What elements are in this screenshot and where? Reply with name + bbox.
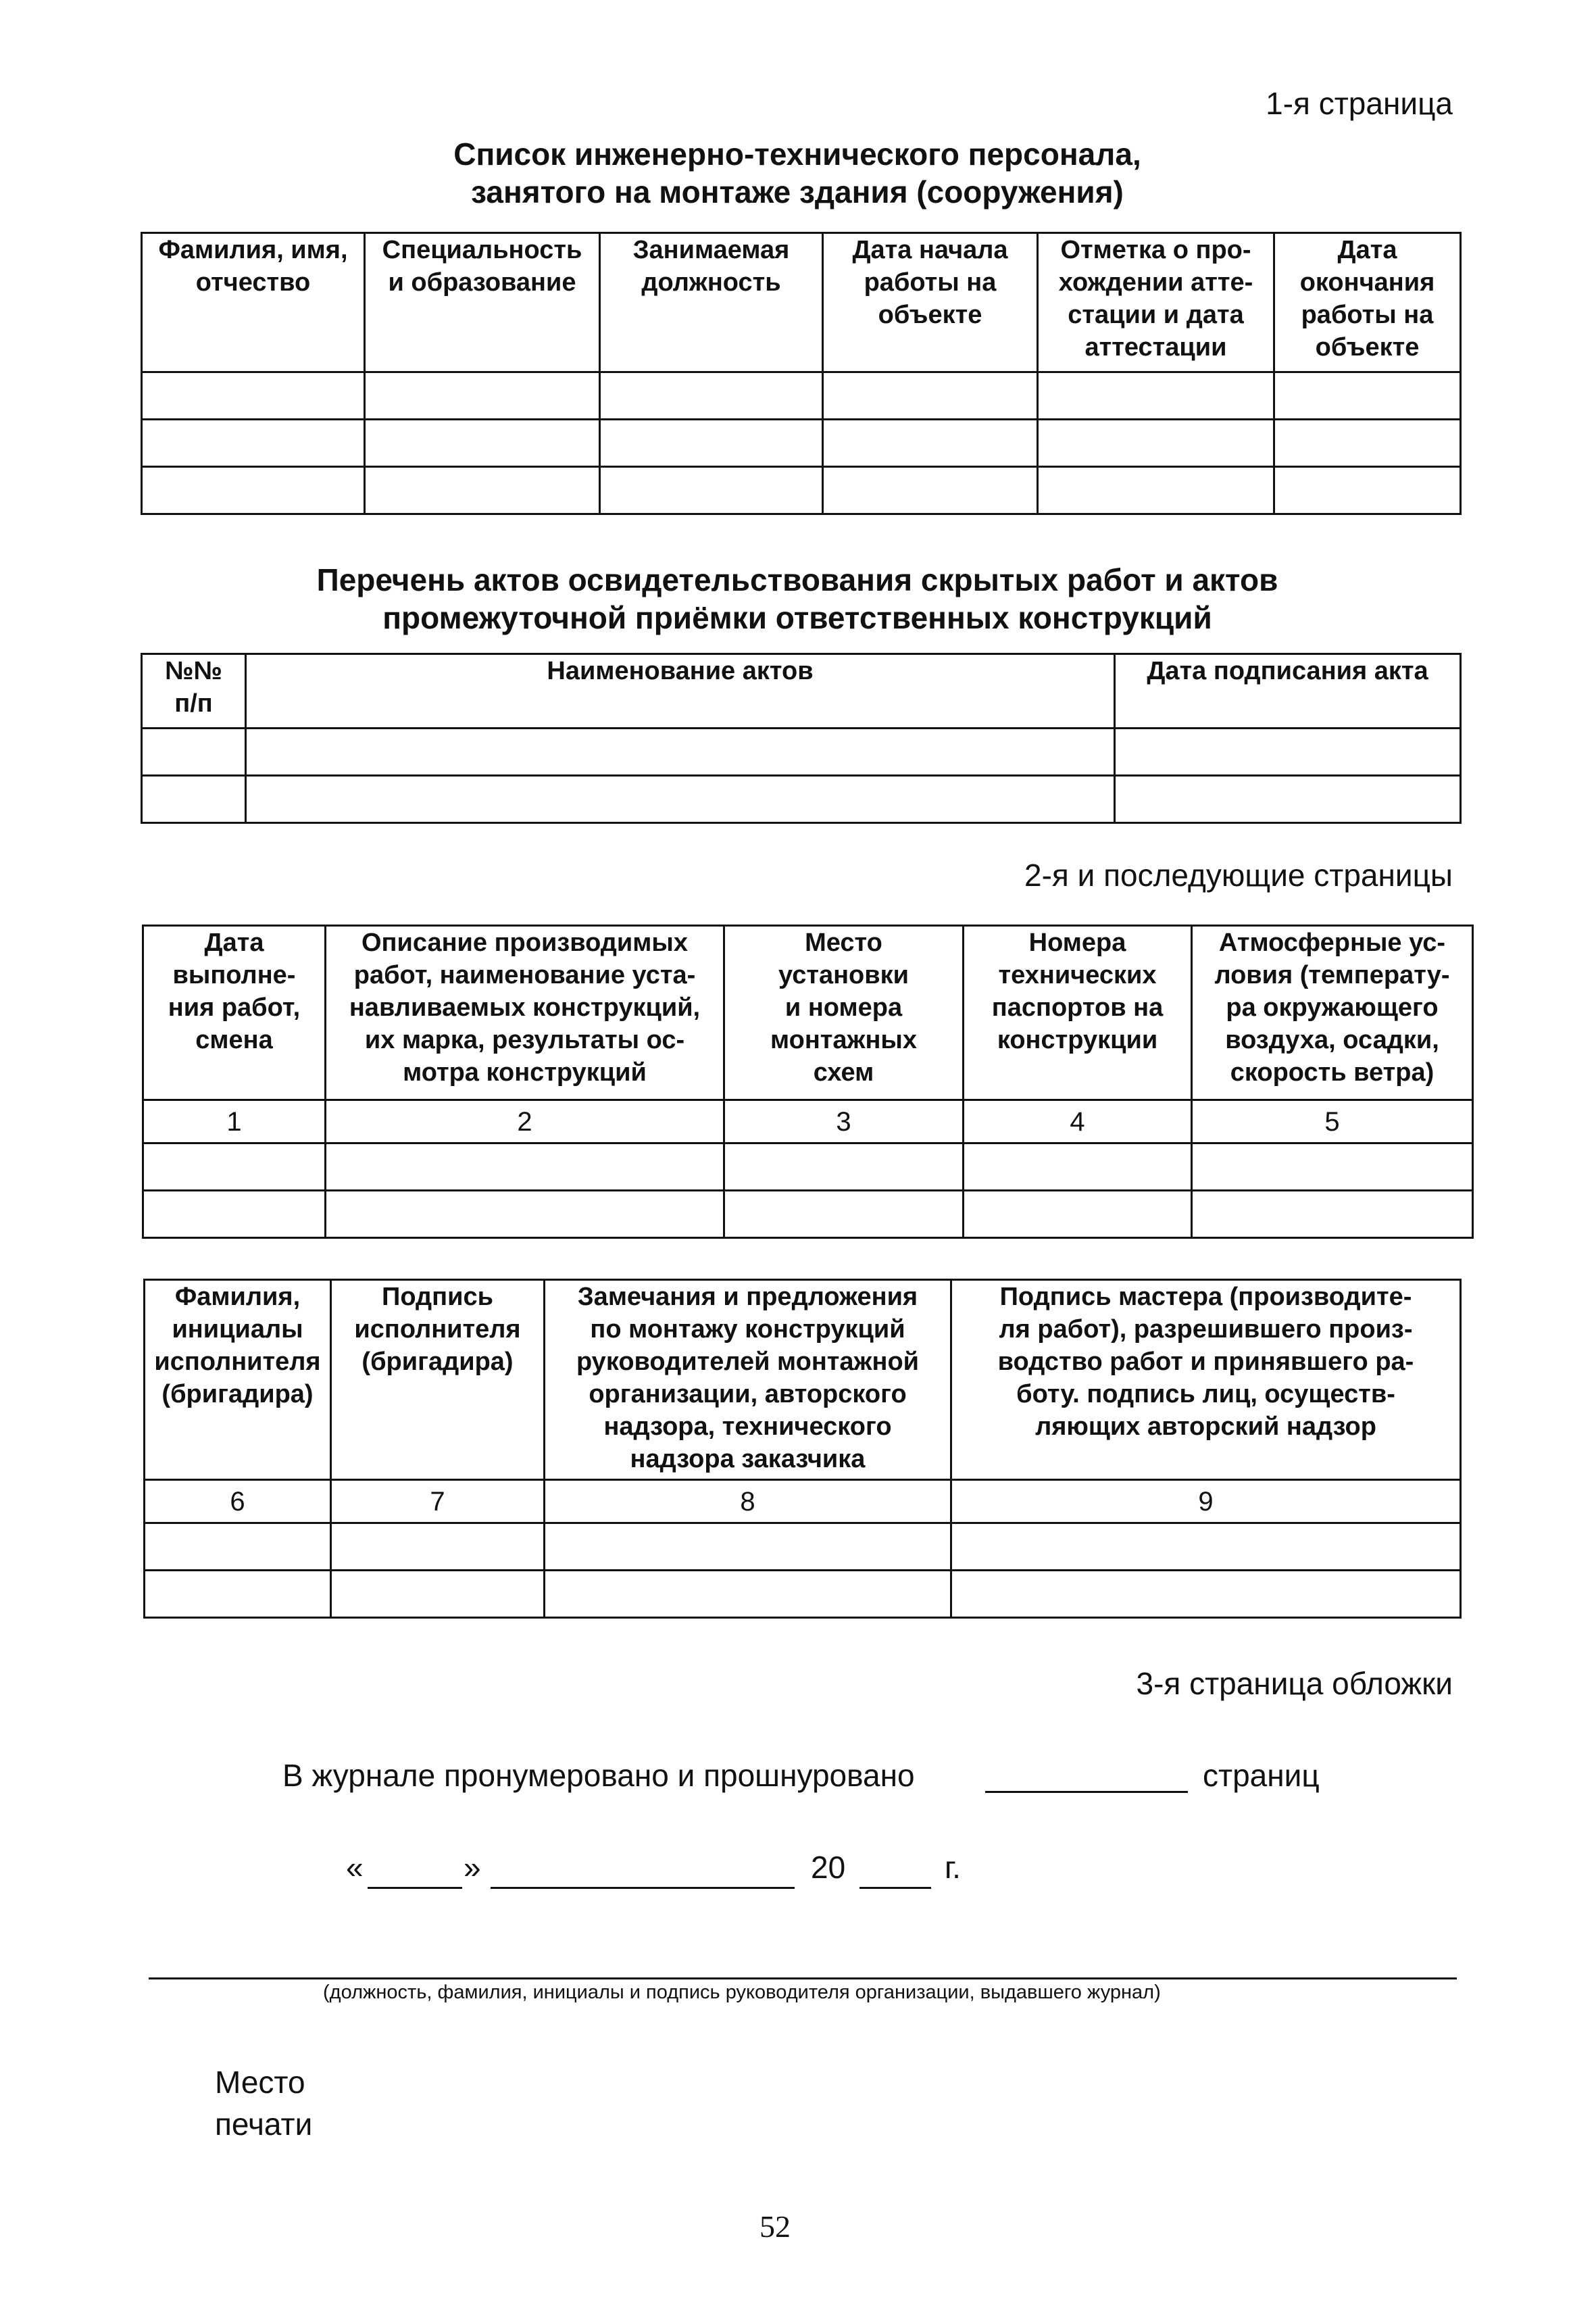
title-line: Список инженерно-технического персонала, <box>453 137 1141 172</box>
col-header-performer-name: Фамилия, инициалы исполнителя (бригадира) <box>145 1280 331 1480</box>
col-header-work-date: Дата выполне- ния работ, смена <box>143 926 326 1100</box>
numbered-statement: В журнале пронумеровано и прошнуровано <box>282 1758 915 1793</box>
col-header-remarks: Замечания и предложения по монтажу конструкций руководителей монтажной организации, авторского надзора, технического надзора заказчика <box>545 1280 951 1480</box>
column-number-row <box>145 1480 1461 1523</box>
personnel-list-title <box>176 135 1419 211</box>
col-header-sign-date: Дата подписания акта <box>1115 654 1461 729</box>
month-field[interactable] <box>491 1887 795 1889</box>
table-row <box>143 1143 1473 1191</box>
col-header-number: №№ п/п <box>142 654 246 729</box>
column-number: 5 <box>1192 1100 1473 1143</box>
table-row <box>142 776 1461 823</box>
quote-open: « <box>346 1850 364 1885</box>
signatures-table <box>143 1279 1462 1619</box>
page-number: 52 <box>759 2209 791 2244</box>
col-header-master-signature: Подпись мастера (производите- ля работ), разрешившего произ- водство работ и принявшего ра- боту. подпись лиц, осуществ- ляющих авторский надзор <box>951 1280 1461 1480</box>
col-header-attestation: Отметка о про- хождении атте- стации и дата аттестации <box>1038 233 1274 372</box>
acts-list-title <box>176 561 1419 637</box>
column-number-row <box>143 1100 1473 1143</box>
day-field[interactable] <box>368 1887 462 1889</box>
column-number: 2 <box>326 1100 724 1143</box>
page1-label: 1-я страница <box>1266 86 1453 121</box>
quote-close: » <box>464 1850 481 1885</box>
column-number: 6 <box>145 1480 331 1523</box>
table-row <box>142 420 1461 467</box>
title-line: занятого на монтаже здания (сооружения) <box>471 174 1124 210</box>
table-row <box>142 729 1461 776</box>
cover3-label: 3-я страница обложки <box>1136 1666 1453 1701</box>
col-header-end-date: Дата окончания работы на объекте <box>1274 233 1461 372</box>
column-number: 1 <box>143 1100 326 1143</box>
column-number: 7 <box>331 1480 545 1523</box>
table-row <box>145 1523 1461 1571</box>
page2-label: 2-я и последующие страницы <box>1024 858 1453 893</box>
table-row <box>143 1191 1473 1238</box>
stamp-line: Место <box>215 2065 305 2100</box>
page-count-field[interactable] <box>985 1791 1188 1793</box>
column-number: 9 <box>951 1480 1461 1523</box>
acts-table <box>141 653 1462 824</box>
column-number: 8 <box>545 1480 951 1523</box>
column-number: 3 <box>724 1100 964 1143</box>
title-line: промежуточной приёмки ответственных конструкций <box>382 600 1212 635</box>
col-header-install-place: Место установки и номера монтажных схем <box>724 926 964 1100</box>
pages-word: страниц <box>1203 1758 1320 1793</box>
works-table <box>142 925 1474 1239</box>
col-header-start-date: Дата начала работы на объекте <box>823 233 1038 372</box>
col-header-performer-signature: Подпись исполнителя (бригадира) <box>331 1280 545 1480</box>
stamp-line: печати <box>215 2107 313 2142</box>
table-row <box>142 372 1461 420</box>
year-prefix: 20 <box>811 1850 846 1885</box>
col-header-position: Занимаемая должность <box>600 233 823 372</box>
col-header-specialty: Специальность и образование <box>365 233 600 372</box>
col-header-act-name: Наименование актов <box>246 654 1115 729</box>
title-line: Перечень актов освидетельствования скрытых работ и актов <box>316 562 1278 597</box>
year-field[interactable] <box>859 1887 931 1889</box>
signature-caption: (должность, фамилия, инициалы и подпись руководителя организации, выдавшего журнал) <box>323 1981 1161 2003</box>
col-header-fullname: Фамилия, имя, отчество <box>142 233 365 372</box>
column-number: 4 <box>964 1100 1192 1143</box>
personnel-table <box>141 232 1462 515</box>
col-header-passport-numbers: Номера технических паспортов на конструкции <box>964 926 1192 1100</box>
year-suffix: г. <box>945 1850 961 1885</box>
col-header-work-description: Описание производимых работ, наименование уста- навливаемых конструкций, их марка, результаты ос- мотра конструкций <box>326 926 724 1100</box>
table-row <box>142 467 1461 514</box>
table-row <box>145 1571 1461 1618</box>
col-header-weather: Атмосферные ус- ловия (температу- ра окружающего воздуха, осадки, скорость ветра) <box>1192 926 1473 1100</box>
signature-line[interactable] <box>149 1977 1457 1979</box>
stamp-place <box>215 2061 312 2145</box>
